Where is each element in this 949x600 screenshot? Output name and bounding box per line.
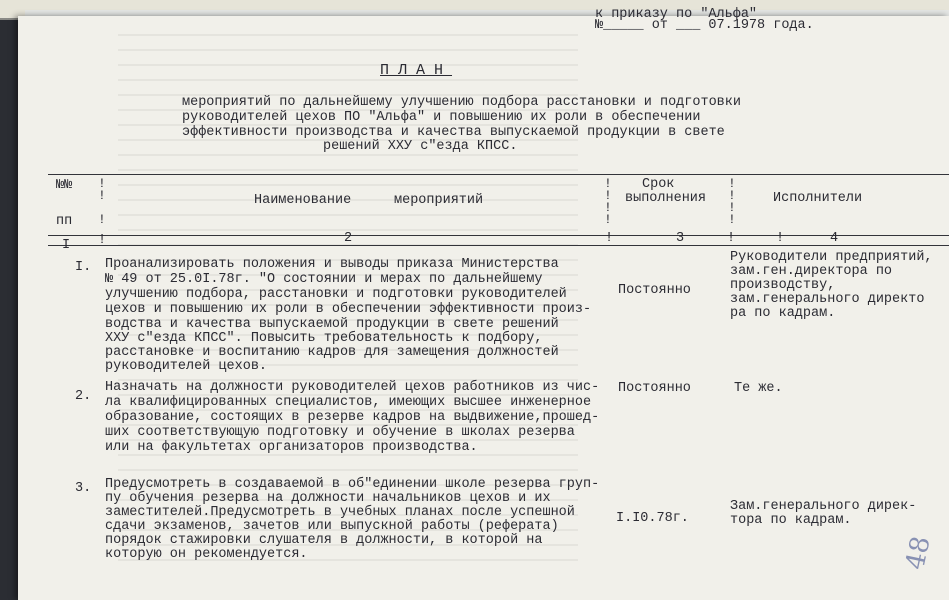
row-text-line: пу обучения резерва на должности начальников цехов и их bbox=[105, 491, 551, 506]
row-term: Постоянно bbox=[618, 381, 691, 396]
row-text-line: порядок стажировки слушателя в должности, в которой на bbox=[105, 533, 543, 548]
row-exec-line: Руководители предприятий, bbox=[730, 250, 933, 265]
row-text-line: Предусмотреть в создаваемой в об"единении школе резерва груп- bbox=[105, 477, 600, 492]
row-text-line: образование, состоящих в резерве кадров на выдвижение,прошед- bbox=[105, 410, 600, 425]
col-separator: ! bbox=[727, 231, 736, 246]
row-exec-line: ра по кадрам. bbox=[730, 306, 836, 321]
subtitle-line-2: руководителей цехов ПО "Альфа" и повышению их роли в обеспечении bbox=[182, 110, 701, 125]
page-number-stamp: 48 bbox=[900, 533, 937, 573]
row-number: 2. bbox=[75, 389, 92, 404]
row-term: I.I0.78г. bbox=[616, 511, 689, 526]
col-separator: ! ! ! ! bbox=[728, 176, 736, 227]
row-exec-line: Те же. bbox=[734, 381, 783, 396]
row-text-line: руководителей цехов. bbox=[105, 359, 268, 374]
row-text-line: сдачи экзаменов, зачетов или выпускной работы (реферата) bbox=[105, 519, 559, 534]
col-number-1: I bbox=[62, 238, 71, 253]
row-text-line: цехов и повышению их роли в обеспечении эффективности произ- bbox=[105, 302, 592, 317]
col-number-3: 3 bbox=[676, 231, 685, 246]
row-exec-line: тора по кадрам. bbox=[730, 513, 852, 528]
col-term-header: Срок bbox=[642, 177, 675, 192]
document-title: ПЛАН bbox=[380, 62, 453, 79]
numbers-rule bbox=[48, 245, 949, 246]
row-number: 3. bbox=[75, 481, 92, 496]
col-name-header-right: мероприятий bbox=[394, 193, 484, 208]
document-page bbox=[18, 7, 949, 600]
row-exec-line: Зам.генерального дирек- bbox=[730, 499, 917, 514]
col-separator: ! ! ! ! bbox=[604, 176, 612, 227]
col-term-header-2: выполнения bbox=[625, 191, 707, 206]
order-number-date: №_____ от ___ 07.1978 года. bbox=[595, 18, 814, 33]
col-number-4: 4 bbox=[830, 231, 839, 246]
subtitle-line-4: решений XXУ с"езда КПСС. bbox=[323, 139, 518, 154]
order-reference: к приказу по "Альфа" bbox=[595, 7, 758, 22]
col-number-header-2: пп bbox=[56, 214, 73, 229]
table-top-rule bbox=[48, 174, 949, 175]
col-name-header-left: Наименование bbox=[254, 193, 352, 208]
row-text-line: заместителей.Предусмотреть в учебных планах после успешной bbox=[105, 505, 575, 520]
row-exec-line: производству, bbox=[730, 278, 836, 293]
row-text-line: или на факультетах организаторов производства. bbox=[105, 440, 478, 455]
header-rule bbox=[48, 235, 949, 236]
row-text-line: водства и качества выпускаемой продукции в свете решений bbox=[105, 317, 559, 332]
row-text-line: расстановке и воспитанию кадров для замещения должностей bbox=[105, 345, 559, 360]
col-separator: ! bbox=[776, 231, 785, 246]
row-text-line: которую он рекомендуется. bbox=[105, 547, 308, 562]
row-text-line: ла квалифицированных специалистов, имеющих высшее инженерное bbox=[105, 395, 592, 410]
row-text-line: XXУ с"езда КПСС". Повысить требовательность к подбору, bbox=[105, 331, 543, 346]
row-term: Постоянно bbox=[618, 283, 691, 298]
col-number-2: 2 bbox=[344, 231, 353, 246]
row-text-line: улучшению подбора, расстановки и подготовки руководителей bbox=[105, 287, 567, 302]
row-text-line: Назначать на должности руководителей цехов работников из чис- bbox=[105, 380, 600, 395]
row-number: I. bbox=[75, 260, 92, 275]
col-separator: ! ! ! bbox=[98, 176, 106, 227]
col-exec-header: Исполнители bbox=[773, 191, 863, 206]
subtitle-line-3: эффективности производства и качества выпускаемой продукции в свете bbox=[182, 125, 725, 140]
row-text-line: Проанализировать положения и выводы приказа Министерства bbox=[105, 257, 559, 272]
col-number-header: №№ bbox=[56, 178, 73, 193]
row-text-line: № 49 от 25.0I.78г. "О состоянии и мерах по дальнейшему bbox=[105, 272, 543, 287]
subtitle-line-1: мероприятий по дальнейшему улучшению подбора расстановки и подготовки bbox=[182, 95, 741, 110]
col-separator: ! bbox=[98, 233, 107, 248]
row-text-line: ших соответствующую подготовку и обучение в школах резерва bbox=[105, 425, 575, 440]
col-separator: ! bbox=[605, 231, 614, 246]
row-exec-line: зам.ген.директора по bbox=[730, 264, 893, 279]
row-exec-line: зам.генерального директо bbox=[730, 292, 925, 307]
